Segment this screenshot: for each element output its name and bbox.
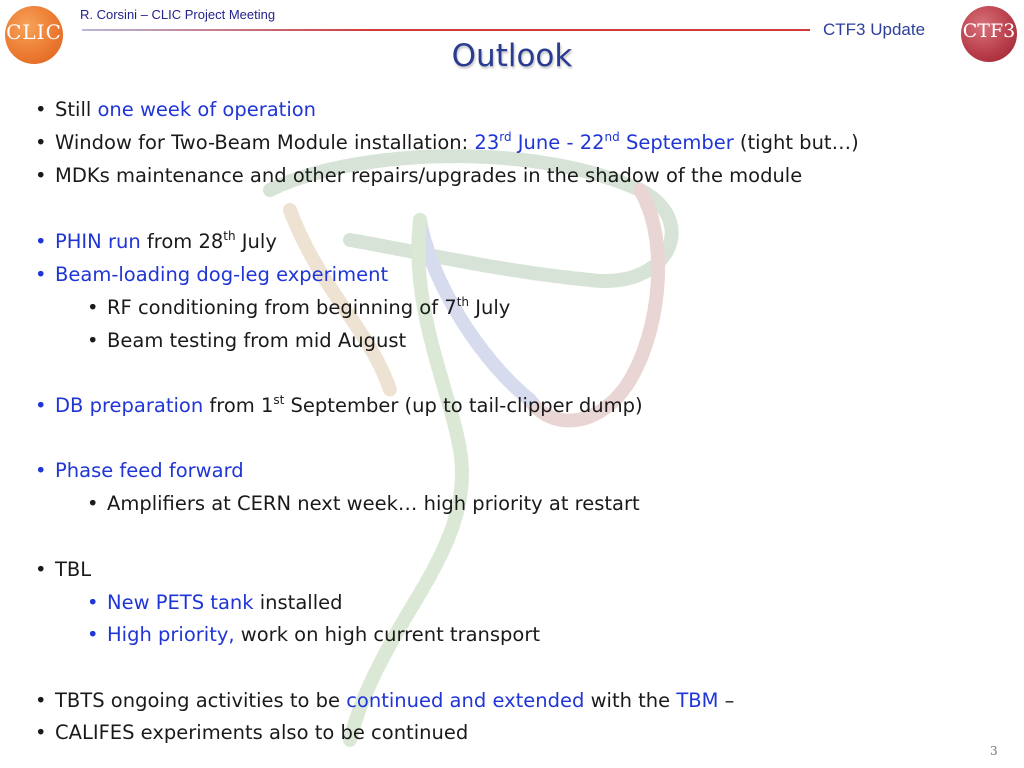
sub-bullet-item: [87, 329, 407, 353]
bullet-text: CALIFES experiments also to be continued: [55, 721, 469, 744]
bullet-marker: •: [87, 591, 99, 614]
bullet-text: installed: [253, 591, 343, 614]
bullet-text: Beam testing from mid August: [107, 329, 407, 352]
bullet-highlight: September: [619, 131, 734, 154]
bullet-item: [35, 164, 803, 188]
bullet-highlight: Beam-loading dog-leg experiment: [55, 263, 389, 286]
bullet-item: [35, 393, 643, 418]
bullet-text: from 28: [140, 230, 224, 253]
bullet-highlight: 23: [474, 131, 500, 154]
bullet-marker: •: [35, 459, 47, 482]
bullet-marker: •: [35, 721, 47, 744]
bullet-text: TBL: [55, 558, 92, 581]
bullet-superscript: th: [223, 229, 236, 243]
bullet-superscript: rd: [499, 130, 512, 144]
bullet-highlight: continued and extended: [346, 689, 585, 712]
bullet-highlight: Phase feed forward: [55, 459, 244, 482]
bullet-item: [35, 459, 244, 483]
bullet-text: July: [235, 230, 277, 253]
bullet-item: [35, 263, 389, 287]
bullet-superscript: nd: [604, 130, 620, 144]
bullet-highlight: TBM: [676, 689, 719, 712]
bullet-text: September (up to tail-clipper dump): [284, 394, 643, 417]
bullet-text: –: [718, 689, 735, 712]
page-number: 3: [990, 744, 998, 758]
bullet-highlight: PHIN run: [55, 230, 141, 253]
bullet-item: [35, 689, 735, 713]
bullet-text: July: [469, 296, 511, 319]
bullet-item: [35, 721, 469, 745]
bullet-text: TBTS ongoing activities to be: [55, 689, 347, 712]
bullet-highlight: one week of operation: [97, 98, 317, 121]
bullet-marker: •: [35, 263, 47, 286]
bullet-text: with the: [584, 689, 677, 712]
bullet-superscript: st: [273, 393, 285, 407]
bullet-item: [35, 229, 277, 254]
sub-bullet-item: [87, 623, 541, 647]
bullet-superscript: th: [456, 295, 470, 309]
ctf3-logo-text: CTF3: [962, 20, 1016, 42]
bullet-highlight: High priority,: [107, 623, 235, 646]
slide-title: Outlook: [451, 38, 573, 74]
bullet-marker: •: [35, 394, 47, 417]
bullet-marker: •: [35, 131, 47, 154]
bullet-highlight: DB preparation: [55, 394, 204, 417]
bullet-marker: •: [35, 689, 47, 712]
bullet-text: from 1: [203, 394, 274, 417]
sub-bullet-item: [87, 295, 511, 320]
bullet-highlight: New PETS tank: [107, 591, 254, 614]
bullet-marker: •: [35, 98, 47, 121]
bullet-item: [35, 130, 859, 155]
bullet-text: (tight but…): [733, 131, 859, 154]
bullet-text: Still: [55, 98, 98, 121]
bullet-text: Window for Two-Beam Module installation:: [55, 131, 475, 154]
bullet-marker: •: [35, 164, 47, 187]
bullet-marker: •: [35, 230, 47, 253]
bullet-marker: •: [35, 558, 47, 581]
bullet-text: MDKs maintenance and other repairs/upgrades in the shadow of the module: [55, 164, 803, 187]
bullet-marker: •: [87, 296, 99, 319]
bullet-text: work on high current transport: [234, 623, 541, 646]
presenter-label: R. Corsini – CLIC Project Meeting: [80, 7, 276, 22]
bullet-highlight: June - 22: [511, 131, 605, 154]
header-right-label: CTF3 Update: [823, 20, 926, 39]
clic-logo-text: CLIC: [6, 20, 62, 44]
bullet-marker: •: [87, 492, 99, 515]
bullet-text: RF conditioning from beginning of 7: [107, 296, 457, 319]
sub-bullet-item: [87, 591, 343, 615]
bullet-marker: •: [87, 329, 99, 352]
sub-bullet-item: [87, 492, 640, 516]
bullet-item: [35, 98, 317, 122]
bullet-marker: •: [87, 623, 99, 646]
bullet-text: Amplifiers at CERN next week… high priority at restart: [107, 492, 640, 515]
bullet-item: [35, 558, 92, 582]
